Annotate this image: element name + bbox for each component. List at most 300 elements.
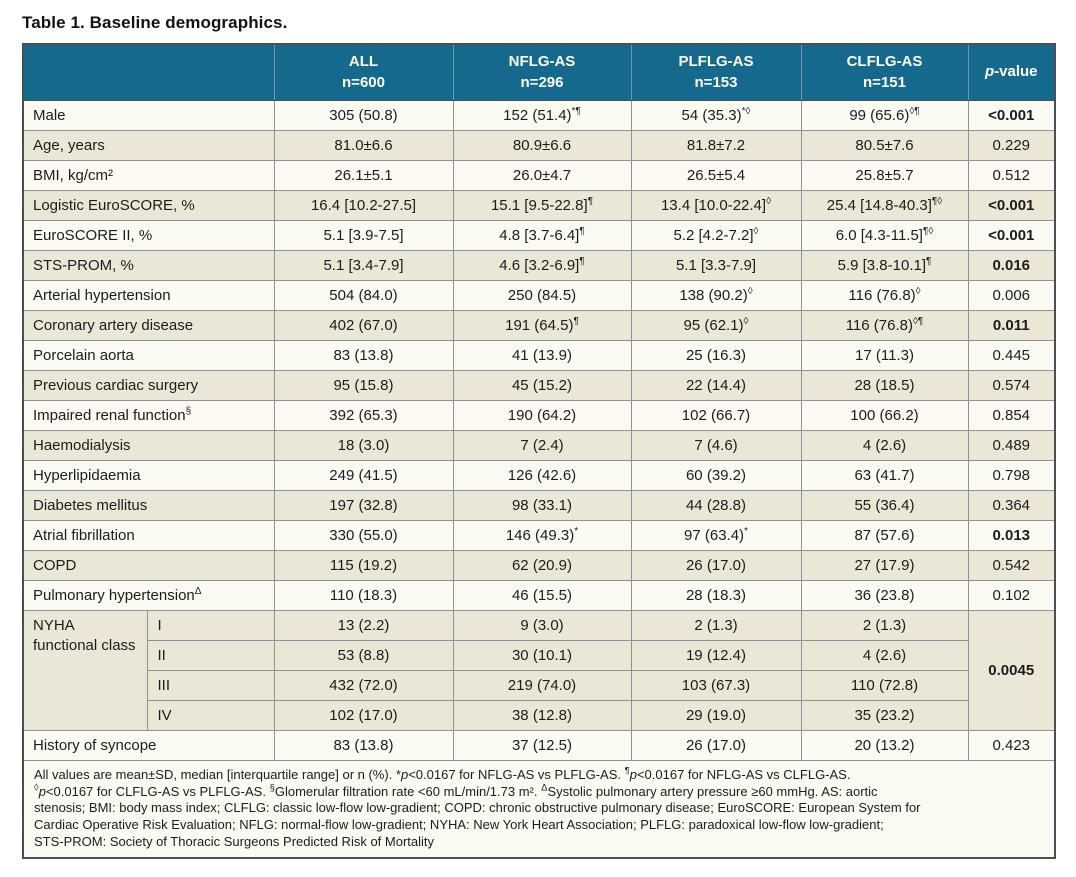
row-label	[23, 401, 274, 431]
row-label	[23, 461, 274, 491]
value-cell	[453, 641, 631, 671]
cell-text: 25.8±5.7	[855, 167, 914, 184]
p-value-cell: 0.798	[968, 461, 1055, 491]
cell-superscript: *	[574, 526, 579, 537]
footnote-symbol: ◊	[34, 782, 39, 794]
value-cell	[631, 731, 801, 761]
value-cell	[274, 551, 453, 581]
cell-text: 100 (66.2)	[850, 407, 919, 424]
value-cell	[631, 161, 801, 191]
table-row	[23, 371, 1055, 401]
value-cell	[453, 491, 631, 521]
value-cell	[631, 101, 801, 131]
cell-text: 27 (17.9)	[854, 557, 915, 574]
cell-text: 7 (4.6)	[694, 437, 738, 454]
p-value-cell: <0.001	[968, 191, 1055, 221]
value-cell	[274, 641, 453, 671]
table-row	[23, 401, 1055, 431]
cell-text: 26.0±4.7	[512, 167, 572, 184]
cell-text: 115 (19.2)	[329, 557, 398, 574]
value-cell	[631, 431, 801, 461]
cell-text: 2 (1.3)	[694, 617, 738, 634]
cell-text: 28 (18.5)	[854, 377, 915, 394]
table-row	[23, 701, 1055, 731]
p-value-cell: <0.001	[968, 221, 1055, 251]
cell-text: 138 (90.2)	[679, 287, 748, 304]
cell-text: 20 (13.2)	[854, 737, 915, 754]
cell-text: 28 (18.3)	[685, 587, 747, 604]
cell-text: 97 (63.4)	[684, 527, 745, 544]
cell-text: 305 (50.8)	[329, 107, 398, 124]
footnote-symbol: Δ	[541, 782, 548, 794]
p-value-cell: 0.364	[968, 491, 1055, 521]
cell-text: 102 (17.0)	[329, 707, 398, 724]
cell-text: 5.2 [4.2-7.2]	[673, 227, 754, 244]
cell-text: Impaired renal function	[33, 407, 186, 424]
cell-text: Haemodialysis	[33, 437, 131, 454]
cell-text: 83 (13.8)	[333, 737, 394, 754]
value-cell	[274, 461, 453, 491]
value-cell	[631, 611, 801, 641]
cell-text: 18 (3.0)	[337, 437, 390, 454]
row-label	[23, 731, 274, 761]
value-cell	[453, 251, 631, 281]
cell-text: 62 (20.9)	[511, 557, 573, 574]
cell-text: 219 (74.0)	[507, 677, 577, 694]
cell-text: 5.9 [3.8-10.1]	[837, 257, 927, 274]
cell-text: 36 (23.8)	[854, 587, 915, 604]
cell-text: 25.4 [14.8-40.3]	[826, 197, 932, 214]
cell-text: 116 (76.8)	[845, 317, 913, 334]
value-cell	[453, 611, 631, 641]
cell-text: 54 (35.3)	[681, 107, 742, 124]
value-cell	[274, 671, 453, 701]
row-label	[23, 191, 274, 221]
cell-text: 249 (41.5)	[329, 467, 398, 484]
cell-text: 13.4 [10.0-22.4]	[660, 197, 767, 214]
cell-text: 25 (16.3)	[685, 347, 747, 364]
row-label	[23, 131, 274, 161]
value-cell	[801, 671, 968, 701]
header-line-1: ALL	[348, 53, 379, 71]
value-cell	[801, 491, 968, 521]
cell-text: 250 (84.5)	[507, 287, 577, 304]
p-value-cell: 0.574	[968, 371, 1055, 401]
footnote-text: Systolic pulmonary artery pressure ≥60 mmHg. AS: aortic	[547, 783, 878, 799]
table-row	[23, 101, 1055, 131]
value-cell	[801, 101, 968, 131]
row-label	[23, 371, 274, 401]
table-row	[23, 191, 1055, 221]
cell-text: 80.9±6.6	[512, 137, 572, 154]
table-row	[23, 251, 1055, 281]
value-cell	[631, 341, 801, 371]
value-cell	[274, 191, 453, 221]
cell-text: 80.5±7.6	[855, 137, 914, 154]
footnote-text: <0.0167 for NFLG-AS vs PLFLG-AS.	[408, 767, 625, 782]
p-value-cell: 0.011	[968, 311, 1055, 341]
value-cell	[801, 581, 968, 611]
value-cell	[631, 701, 801, 731]
value-cell	[801, 431, 968, 461]
header-line-2: n=600	[342, 73, 385, 91]
value-cell	[453, 701, 631, 731]
table-title: Table 1. Baseline demographics.	[22, 13, 288, 32]
cell-text: 87 (57.6)	[854, 527, 915, 544]
cell-text: 110 (72.8)	[850, 677, 919, 694]
value-cell	[801, 401, 968, 431]
value-cell	[453, 341, 631, 371]
baseline-demographics-table	[22, 43, 1056, 859]
cell-text: 4.8 [3.7-6.4]	[499, 227, 580, 244]
value-cell	[631, 191, 801, 221]
value-cell	[631, 221, 801, 251]
value-cell	[801, 461, 968, 491]
p-value-cell: 0.423	[968, 731, 1055, 761]
cell-text: 26.5±5.4	[686, 167, 746, 184]
p-value-cell: 0.512	[968, 161, 1055, 191]
cell-text: 152 (51.4)	[503, 107, 572, 124]
cell-text: 46 (15.5)	[511, 587, 573, 604]
value-cell	[274, 251, 453, 281]
value-cell	[631, 581, 801, 611]
cell-superscript: ¶◊	[922, 226, 934, 237]
cell-superscript: Δ	[194, 586, 202, 597]
cell-text: 7 (2.4)	[520, 437, 564, 454]
footnote-text: All values are mean±SD, median [interquartile range] or n (%). *	[34, 767, 401, 782]
cell-text: 26.1±5.1	[334, 167, 393, 184]
header-corner-cell	[23, 44, 274, 101]
cell-text: 2 (1.3)	[862, 617, 907, 634]
value-cell	[801, 611, 968, 641]
cell-text: 99 (65.6)	[849, 107, 910, 124]
cell-text: 95 (15.8)	[333, 377, 394, 394]
table-row	[23, 581, 1055, 611]
header-line-2: n=153	[694, 73, 738, 91]
value-cell	[274, 521, 453, 551]
cell-superscript: ¶	[579, 256, 585, 267]
cell-text: Logistic EuroSCORE, %	[33, 197, 195, 214]
header-line-1: NFLG-AS	[508, 53, 576, 71]
footnote-text: STS-PROM: Society of Thoracic Surgeons Predicted Risk of Mortality	[34, 833, 435, 849]
row-label	[23, 281, 274, 311]
cell-text: 26 (17.0)	[685, 737, 747, 754]
footnote-text: p	[629, 767, 637, 782]
cell-text: 9 (3.0)	[520, 617, 564, 634]
footnote-text: <0.0167 for CLFLG-AS vs PLFLG-AS.	[45, 783, 270, 799]
value-cell	[631, 401, 801, 431]
cell-text: 63 (41.7)	[854, 467, 915, 484]
value-cell	[801, 371, 968, 401]
row-label	[23, 551, 274, 581]
cell-text: 15.1 [9.5-22.8]	[490, 197, 588, 214]
p-value-cell: 0.013	[968, 521, 1055, 551]
cell-text: 4.6 [3.2-6.9]	[499, 257, 580, 274]
cell-text: 41 (13.9)	[511, 347, 573, 364]
value-cell	[453, 671, 631, 701]
cell-text: 5.1 [3.3-7.9]	[675, 257, 757, 274]
cell-superscript: ¶◊	[931, 196, 943, 207]
cell-superscript: *◊	[741, 106, 751, 117]
p-value-cell: 0.006	[968, 281, 1055, 311]
value-cell	[631, 641, 801, 671]
table-row	[23, 311, 1055, 341]
cell-superscript: ◊	[753, 226, 759, 237]
cell-text: 98 (33.1)	[511, 497, 573, 514]
cell-text: Male	[33, 107, 66, 124]
footnote-text: stenosis; BMI: body mass index; CLFLG: classic low-flow low-gradient; COPD: chronic obstructive pulmonary disease; EuroSCORE: European System for	[34, 800, 921, 816]
value-cell	[453, 581, 631, 611]
value-cell	[631, 311, 801, 341]
value-cell	[631, 131, 801, 161]
cell-text: 402 (67.0)	[329, 317, 398, 334]
footnote-symbol: ¶	[624, 765, 630, 777]
value-cell	[631, 371, 801, 401]
row-label	[23, 161, 274, 191]
cell-text: 35 (23.2)	[854, 707, 915, 724]
value-cell	[453, 461, 631, 491]
footnote-text: <0.0167 for NFLG-AS vs CLFLG-AS.	[636, 767, 851, 782]
table-row	[23, 731, 1055, 761]
column-header-all	[274, 44, 453, 101]
nyha-class-label: III	[147, 671, 274, 701]
nyha-class-label: IV	[147, 701, 274, 731]
value-cell	[274, 281, 453, 311]
cell-text: 30 (10.1)	[511, 647, 573, 664]
value-cell	[453, 371, 631, 401]
value-cell	[453, 191, 631, 221]
cell-text: Porcelain aorta	[33, 347, 134, 364]
row-label	[23, 341, 274, 371]
nyha-class-label: II	[147, 641, 274, 671]
table-row	[23, 221, 1055, 251]
cell-text: 26 (17.0)	[685, 557, 747, 574]
cell-text: 197 (32.8)	[329, 497, 398, 514]
cell-superscript: ◊	[743, 316, 749, 327]
row-label	[23, 101, 274, 131]
column-header-plflg-as	[631, 44, 801, 101]
table-row	[23, 491, 1055, 521]
row-label	[23, 491, 274, 521]
row-label	[23, 251, 274, 281]
value-cell	[631, 251, 801, 281]
table-row	[23, 611, 1055, 641]
cell-text: Coronary artery disease	[33, 317, 194, 334]
cell-text: 44 (28.8)	[685, 497, 747, 514]
value-cell	[453, 131, 631, 161]
cell-text: Diabetes mellitus	[33, 497, 148, 514]
header-line-1: PLFLG-AS	[678, 53, 754, 71]
cell-text: Pulmonary hypertension	[33, 587, 195, 604]
value-cell	[631, 491, 801, 521]
cell-text: 4 (2.6)	[862, 437, 907, 454]
table-row	[23, 161, 1055, 191]
p-value-cell: <0.001	[968, 101, 1055, 131]
cell-text: 102 (66.7)	[681, 407, 751, 424]
row-label	[23, 221, 274, 251]
value-cell	[274, 161, 453, 191]
value-cell	[274, 341, 453, 371]
p-value-cell: 0.102	[968, 581, 1055, 611]
cell-text: 53 (8.8)	[337, 647, 390, 664]
value-cell	[801, 221, 968, 251]
cell-text: 432 (72.0)	[329, 677, 398, 694]
cell-superscript: ¶	[573, 316, 579, 327]
value-cell	[631, 671, 801, 701]
table-row	[23, 641, 1055, 671]
cell-text: 29 (19.0)	[685, 707, 747, 724]
cell-text: Previous cardiac surgery	[33, 377, 199, 394]
value-cell	[631, 551, 801, 581]
value-cell	[801, 551, 968, 581]
value-cell	[274, 101, 453, 131]
table-row	[23, 671, 1055, 701]
row-label	[23, 431, 274, 461]
cell-text: 191 (64.5)	[505, 317, 574, 334]
value-cell	[274, 401, 453, 431]
cell-superscript: ◊	[766, 196, 772, 207]
value-cell	[274, 731, 453, 761]
value-cell	[453, 101, 631, 131]
header-line-1: CLFLG-AS	[846, 53, 923, 71]
cell-text: 19 (12.4)	[685, 647, 747, 664]
cell-text: 126 (42.6)	[507, 467, 577, 484]
cell-text: 81.8±7.2	[686, 137, 746, 154]
value-cell	[801, 341, 968, 371]
value-cell	[801, 641, 968, 671]
p-value-cell: 0.542	[968, 551, 1055, 581]
value-cell	[274, 701, 453, 731]
table-row	[23, 461, 1055, 491]
cell-text: 5.1 [3.4-7.9]	[323, 257, 404, 274]
table-row	[23, 551, 1055, 581]
value-cell	[801, 251, 968, 281]
header-line-1: p-value	[984, 63, 1038, 81]
header-row	[23, 44, 1055, 101]
cell-text: Hyperlipidaemia	[33, 467, 141, 484]
nyha-class-label: I	[147, 611, 274, 641]
column-header-p-value	[968, 44, 1055, 101]
value-cell	[453, 521, 631, 551]
table-body	[23, 101, 1055, 761]
cell-text: 95 (62.1)	[683, 317, 744, 334]
value-cell	[801, 311, 968, 341]
cell-superscript: ¶	[579, 226, 585, 237]
value-cell	[274, 431, 453, 461]
cell-text: Atrial fibrillation	[33, 527, 135, 544]
table-row	[23, 521, 1055, 551]
value-cell	[801, 731, 968, 761]
value-cell	[274, 221, 453, 251]
cell-text: EuroSCORE II, %	[33, 227, 153, 244]
cell-text: 16.4 [10.2-27.5]	[310, 197, 417, 214]
value-cell	[801, 131, 968, 161]
value-cell	[274, 491, 453, 521]
p-value-cell: 0.0045	[968, 611, 1055, 731]
p-value-cell: 0.489	[968, 431, 1055, 461]
cell-text: 22 (14.4)	[685, 377, 747, 394]
cell-text: 190 (64.2)	[507, 407, 577, 424]
cell-superscript: ¶	[587, 196, 594, 207]
cell-text: 45 (15.2)	[511, 377, 573, 394]
cell-superscript: *¶	[571, 106, 581, 117]
cell-superscript: ¶	[926, 256, 932, 267]
cell-text: 103 (67.3)	[681, 677, 751, 694]
row-label	[23, 521, 274, 551]
cell-text: 6.0 [4.3-11.5]	[835, 227, 923, 244]
cell-text: 4 (2.6)	[862, 647, 907, 664]
cell-text: 13 (2.2)	[337, 617, 390, 634]
nyha-group-label: NYHA functional class	[23, 611, 147, 731]
value-cell	[801, 521, 968, 551]
value-cell	[453, 161, 631, 191]
p-value-cell: 0.016	[968, 251, 1055, 281]
cell-text: Arterial hypertension	[33, 287, 171, 304]
footnote-text: Glomerular filtration rate <60 mL/min/1.73 m².	[274, 783, 542, 799]
footnote-text: Cardiac Operative Risk Evaluation; NFLG: normal-flow low-gradient; NYHA: New York Heart Association; PLFLG: paradoxical low-flow low-gradient;	[34, 816, 884, 832]
row-label	[23, 311, 274, 341]
value-cell	[453, 401, 631, 431]
footnote-symbol: §	[269, 782, 275, 794]
cell-text: 330 (55.0)	[329, 527, 398, 544]
table-row	[23, 281, 1055, 311]
table-row	[23, 131, 1055, 161]
footnote-text: p	[400, 767, 409, 782]
cell-text: BMI, kg/cm²	[33, 167, 114, 184]
cell-text: 504 (84.0)	[329, 287, 398, 304]
cell-text: 83 (13.8)	[333, 347, 394, 364]
value-cell	[274, 131, 453, 161]
cell-superscript: *	[744, 526, 748, 537]
value-cell	[801, 161, 968, 191]
p-value-cell: 0.445	[968, 341, 1055, 371]
cell-superscript: ◊¶	[909, 106, 920, 117]
cell-text: History of syncope	[33, 737, 157, 754]
cell-text: 55 (36.4)	[854, 497, 915, 514]
cell-text: 110 (18.3)	[329, 587, 398, 604]
value-cell	[801, 701, 968, 731]
cell-superscript: ◊	[747, 286, 753, 297]
value-cell	[274, 371, 453, 401]
row-label	[23, 581, 274, 611]
value-cell	[274, 311, 453, 341]
cell-text: 60 (39.2)	[685, 467, 747, 484]
value-cell	[801, 191, 968, 221]
value-cell	[631, 281, 801, 311]
cell-text: Age, years	[33, 137, 105, 154]
cell-text: 116 (76.8)	[848, 287, 916, 304]
value-cell	[453, 431, 631, 461]
cell-superscript: ◊¶	[912, 316, 924, 327]
value-cell	[453, 281, 631, 311]
value-cell	[274, 611, 453, 641]
header-line-2: n=296	[520, 73, 564, 91]
value-cell	[453, 731, 631, 761]
table-header	[23, 44, 1055, 101]
footnote-text: p	[38, 783, 46, 799]
column-header-nflg-as	[453, 44, 631, 101]
p-value-cell: 0.854	[968, 401, 1055, 431]
value-cell	[801, 281, 968, 311]
cell-text: STS-PROM, %	[33, 257, 134, 274]
value-cell	[453, 311, 631, 341]
value-cell	[631, 461, 801, 491]
cell-text: 17 (11.3)	[855, 347, 914, 364]
value-cell	[631, 521, 801, 551]
value-cell	[453, 551, 631, 581]
table-footnote	[23, 761, 1055, 859]
cell-text: 37 (12.5)	[511, 737, 573, 754]
